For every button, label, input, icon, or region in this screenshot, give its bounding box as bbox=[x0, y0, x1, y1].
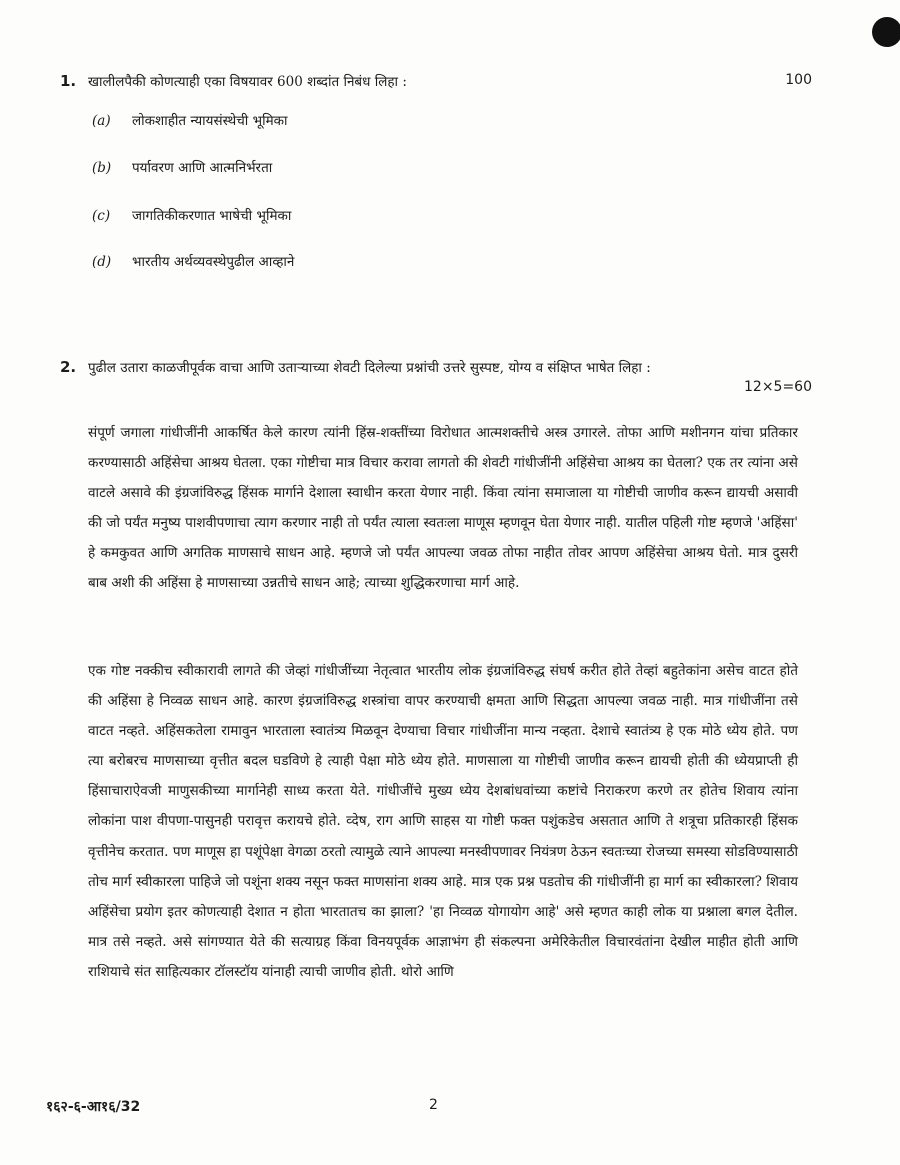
option-text: जागतिकीकरणात भाषेची भूमिका bbox=[132, 208, 292, 224]
q1-option-c bbox=[92, 206, 291, 224]
paper-code: १६२-६-आ१६/32 bbox=[46, 1099, 141, 1115]
option-label: (c) bbox=[92, 208, 111, 224]
q2-number: 2. bbox=[60, 358, 77, 376]
corner-dot bbox=[872, 17, 900, 47]
q1-marks: 100 bbox=[785, 72, 812, 88]
q1-option-b bbox=[92, 158, 272, 176]
option-label: (d) bbox=[92, 254, 112, 270]
option-label: (b) bbox=[92, 160, 112, 176]
option-text: पर्यावरण आणि आत्मनिर्भरता bbox=[132, 160, 273, 176]
page-number: 2 bbox=[429, 1097, 438, 1113]
passage-paragraph-1: संपूर्ण जगाला गांधीजींनी आकर्षित केले कारण त्यांनी हिंस्र-शक्तींच्या विरोधात आत्मशक्तीचे अस्त्र उगारले. तोफा आणि मशीनगन यांचा प्रतिकार करण्यासाठी अहिंसेचा आश्रय घेतला. एका गोष्टीचा मात्र विचार करावा लागतो की शेवटी गांधीजींनी अहिंसेचा आश्रय का घेतला? एक तर त्यांना असे वाटले असावे की इंग्रजांविरुद्ध हिंसक मार्गाने देशाला स्वाधीन करता येणार नाही. किंवा त्यांना समाजाला या गोष्टीची जाणीव करून द्यायची असावी की जो पर्यंत मनुष्य पाशवीपणाचा त्याग करणार नाही तो पर्यंत त्याला स्वतःला माणूस म्हणवून घेता येणार नाही. यातील पहिली गोष्ट म्हणजे 'अहिंसा' हे कमकुवत आणि अगतिक माणसाचे साधन आहे. म्हणजे जो पर्यंत आपल्या जवळ तोफा नाहीत तोवर आपण अहिंसेचा आश्रय घेतो. मात्र दुसरी बाब अशी की अहिंसा हे माणसाच्या उन्नतीचे साधन आहे; त्याच्या शुद्धिकरणाचा मार्ग आहे. bbox=[88, 425, 798, 592]
q2-marks: 12×5=60 bbox=[744, 379, 812, 395]
q1-number: 1. bbox=[60, 72, 77, 90]
passage-paragraph-2: एक गोष्ट नक्कीच स्वीकारावी लागते की जेव्हां गांधीजींच्या नेतृत्वात भारतीय लोक इंग्रजांविरुद्ध संघर्ष करीत होते तेव्हां बहुतेकांना असेच वाटत होते की अहिंसा हे निव्वळ साधन आहे. कारण इंग्रजांविरुद्ध शस्त्रांचा वापर करण्याची क्षमता आणि सिद्धता आपल्या जवळ नाही. मात्र गांधीजींना तसे वाटत नव्हते. अहिंसकतेला रामावुन भारताला स्वातंत्र्य मिळवून देण्याचा विचार गांधीजींना मान्य नव्हता. देशाचे स्वातंत्र्य हे एक मोठे ध्येय होते. पण त्या बरोबरच माणसाच्या वृत्तीत बदल घडविणे हे त्याही पेक्षा मोठे ध्येय होते. माणसाला या गोष्टीची जाणीव करून द्यायची होती की ध्येयप्राप्ती ही हिंसाचाराऐवजी माणुसकीच्या मार्गानेही साध्य करता येते. गांधीजींचे मुख्य ध्येय देशबांधवांच्या कष्टांचे निराकरण करणे तर होतेच शिवाय त्यांना लोकांना पाश वीपणा-पासुनही परावृत्त करायचे होते. व्देष, राग आणि साहस या गोष्टी फक्त पशुंकडेच असतात आणि ते शत्रूचा प्रतिकारही हिंसक वृत्तीनेच करतात. पण माणूस हा पशूंपेक्षा वेगळा ठरतो त्यामुळे त्याने आपल्या मनस्वीपणावर नियंत्रण ठेऊन स्वतःच्या रोजच्या समस्या सोडविण्यासाठी तोच मार्ग स्वीकारला पाहिजे जो पशूंना शक्य नसून फक्त माणसांना शक्य आहे. मात्र एक प्रश्न पडतोच की गांधीजींनी हा मार्ग का स्वीकारला? शिवाय अहिंसेचा प्रयोग इतर कोणत्याही देशात न होता भारतातच का झाला? 'हा निव्वळ योगायोग आहे' असे म्हणत काही लोक या प्रश्नाला बगल देतील. मात्र तसे नव्हते. असे सांगण्यात येते की सत्याग्रह किंवा विनयपूर्वक आज्ञाभंग ही संकल्पना अमेरिकेतील विचारवंतांना देखील माहीत होती आणि राशियाचे संत साहित्यकार टॉलस्टॉय यांनाही त्याची जाणीव होती. थोरो आणि bbox=[88, 663, 798, 980]
option-text: लोकशाहीत न्यायसंस्थेची भूमिका bbox=[132, 113, 288, 129]
q1-option-a bbox=[92, 111, 288, 129]
q2-text: पुढील उतारा काळजीपूर्वक वाचा आणि उताऱ्याच्या शेवटी दिलेल्या प्रश्नांची उत्तरे सुस्पष्ट, योग्य व संक्षिप्त भाषेत लिहा : bbox=[88, 360, 651, 376]
q1-text: खालीलपैकी कोणत्याही एका विषयावर 600 शब्दांत निबंध लिहा : bbox=[88, 74, 407, 90]
option-label: (a) bbox=[92, 113, 111, 129]
q1-option-d bbox=[92, 252, 294, 270]
option-text: भारतीय अर्थव्यवस्थेपुढील आव्हाने bbox=[132, 254, 295, 270]
